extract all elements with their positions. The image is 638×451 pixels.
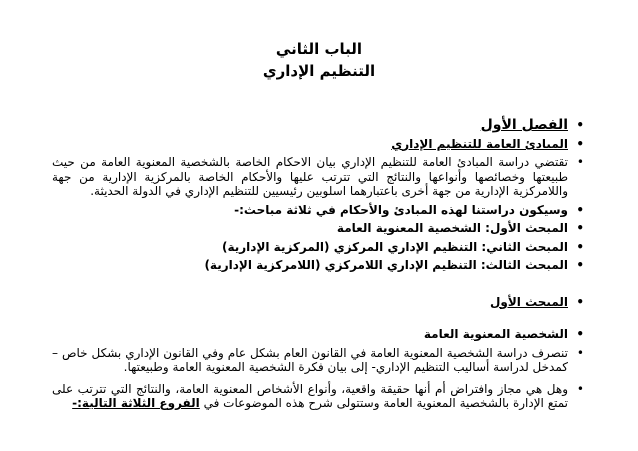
bullet-icon: • bbox=[576, 381, 584, 396]
paragraph-intro bbox=[52, 155, 584, 199]
list-item-topic-one bbox=[52, 221, 584, 236]
bullet-icon: • bbox=[576, 239, 584, 254]
bullet-icon: • bbox=[576, 294, 584, 309]
bullet-icon: • bbox=[576, 118, 584, 132]
item-text: الشخصية المعنوية العامة bbox=[423, 327, 568, 341]
item-text: المبادئ العامة للتنظيم الإداري bbox=[391, 136, 568, 151]
list-intro bbox=[52, 203, 584, 218]
item-text: الفصل الأول bbox=[480, 117, 568, 133]
bullet-icon: • bbox=[576, 136, 584, 151]
chapter-subtitle: التنظيم الإداري bbox=[262, 62, 376, 80]
paragraph-nature bbox=[52, 382, 584, 411]
bullet-icon: • bbox=[576, 202, 584, 217]
paragraph-scope bbox=[52, 346, 584, 375]
item-text: المبحث الأول bbox=[489, 294, 568, 309]
bullet-icon: • bbox=[576, 327, 584, 341]
item-text: المبحث الثالث: التنظيم الإداري اللامركزي (اللامركزية الإدارية) bbox=[204, 258, 568, 272]
item-text: تقتضي دراسة المبادئ العامة للتنظيم الإداري بيان الاحكام الخاصة بالشخصية المعنوية العامة من حيث طبيعتها وخصائصها وأنواعها والنتائج التي تترتب عليها والأحكام الخاصة بالمركزية الإدارية من جهة واللامركزية الإدارية من جهة أخرى باعتبارهما اسلوبين رئيسيين للتنظيم الإداري في الدولة الحديثة. bbox=[52, 155, 568, 198]
chapter-title: الباب الثاني bbox=[275, 40, 363, 58]
item-text: المبحث الأول: الشخصية المعنوية العامة bbox=[336, 221, 568, 235]
item-text: تنصرف دراسة الشخصية المعنوية العامة في القانون العام بشكل عام وفي القانون الإداري بشكل خاص – كمدخل لدراسة أساليب التنظيم الإداري- إلى بيان فكرة الشخصية المعنوية العامة وطبيعتها. bbox=[52, 345, 568, 374]
section-heading-chapter-one bbox=[52, 118, 584, 133]
bullet-icon: • bbox=[576, 155, 584, 169]
bullet-icon: • bbox=[576, 345, 584, 360]
bullet-icon: • bbox=[576, 258, 584, 272]
content-list bbox=[52, 118, 584, 411]
item-text-emphasis: الفروع الثلاثة التالية:- bbox=[72, 396, 200, 410]
item-text: المبحث الثاني: التنظيم الإداري المركزي (المركزية الإدارية) bbox=[222, 239, 568, 254]
list-item-topic-three bbox=[52, 258, 584, 273]
item-text: وهل هي مجاز وافتراض أم أنها حقيقة واقعية، وأنواع الأشخاص المعنوية العامة، والنتائج التي تترتب على تمتع الإدارة بالشخصية المعنوية العامة وستتولى شرح هذه الموضوعات في bbox=[52, 381, 568, 410]
bullet-icon: • bbox=[576, 221, 584, 235]
section-subheading-legal-personality bbox=[52, 327, 584, 342]
section-subheading bbox=[52, 137, 584, 152]
item-text: وسيكون دراستنا لهذه المبادئ والأحكام في ثلاثة مباحث:- bbox=[234, 202, 568, 217]
section-heading-topic-one bbox=[52, 295, 584, 310]
list-item-topic-two bbox=[52, 240, 584, 255]
title-block bbox=[0, 38, 638, 82]
